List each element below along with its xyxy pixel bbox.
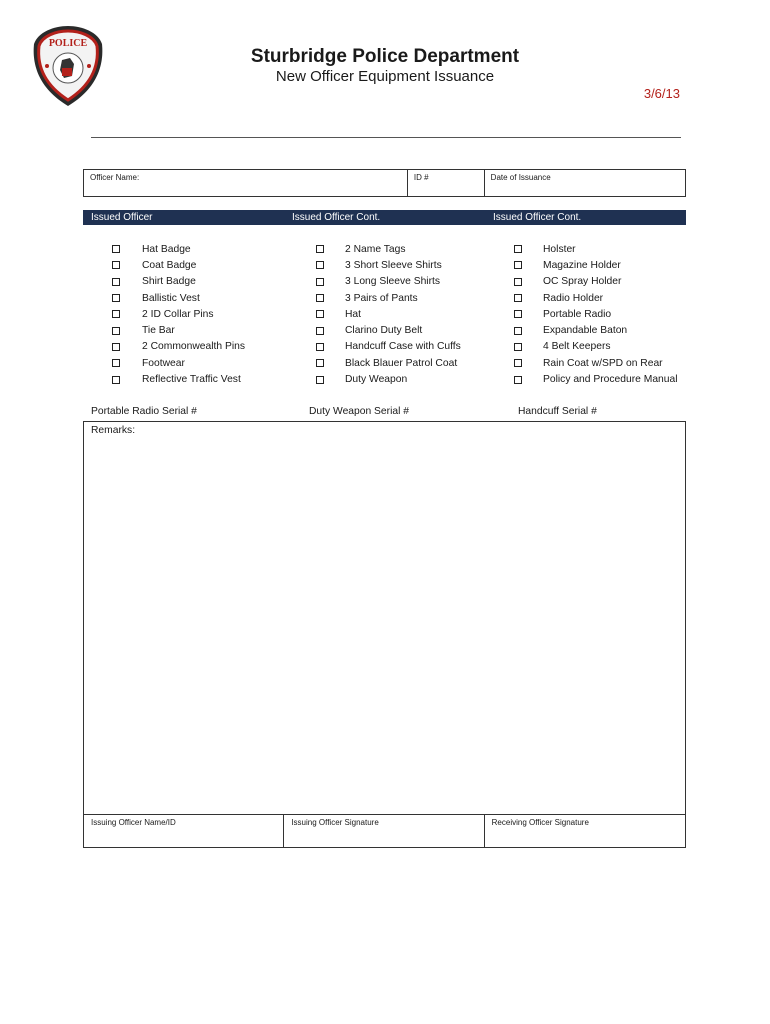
handcuff-serial-label: Handcuff Serial #: [518, 406, 597, 417]
duty-weapon-serial-label: Duty Weapon Serial #: [309, 406, 409, 417]
issuing-officer-signature-label: Issuing Officer Signature: [291, 818, 379, 827]
checklist-column-1: [112, 241, 245, 388]
checklist-item[interactable]: Duty Weapon: [316, 371, 461, 387]
checkbox[interactable]: [514, 376, 522, 384]
checklist-item[interactable]: Holster: [514, 241, 678, 257]
checkbox[interactable]: [112, 245, 120, 253]
officer-info-box: [83, 169, 686, 197]
officer-name-label: Officer Name:: [90, 173, 140, 182]
checklist-item[interactable]: 2 Commonwealth Pins: [112, 339, 245, 355]
checklist-item[interactable]: Tie Bar: [112, 322, 245, 338]
checkbox[interactable]: [112, 278, 120, 286]
page-title: Sturbridge Police Department: [250, 46, 520, 67]
remarks-box[interactable]: [83, 421, 686, 815]
checklist-item[interactable]: OC Spray Holder: [514, 274, 678, 290]
form-date: 3/6/13: [643, 86, 680, 101]
receiving-officer-signature-label: Receiving Officer Signature: [491, 818, 589, 827]
remarks-label: Remarks:: [91, 425, 136, 436]
id-field[interactable]: [408, 170, 485, 196]
checkbox[interactable]: [316, 278, 324, 286]
checkbox[interactable]: [514, 278, 522, 286]
checklist-item[interactable]: Black Blauer Patrol Coat: [316, 355, 461, 371]
checklist-item[interactable]: Footwear: [112, 355, 245, 371]
issuing-officer-signature-field[interactable]: [284, 815, 484, 847]
checkbox[interactable]: [514, 343, 522, 351]
checklist-item[interactable]: Radio Holder: [514, 290, 678, 306]
checklist-item[interactable]: Handcuff Case with Cuffs: [316, 339, 461, 355]
checkbox[interactable]: [316, 327, 324, 335]
issuing-officer-name-label: Issuing Officer Name/ID: [91, 818, 176, 827]
logo-text: POLICE: [48, 38, 88, 49]
checklist-item[interactable]: Rain Coat w/SPD on Rear: [514, 355, 678, 371]
id-label: ID #: [413, 173, 429, 182]
checkbox[interactable]: [316, 245, 324, 253]
checklist-item[interactable]: Hat Badge: [112, 241, 245, 257]
checklist-item[interactable]: Portable Radio: [514, 306, 678, 322]
header-divider: [91, 137, 681, 138]
checkbox[interactable]: [514, 359, 522, 367]
checklist-item[interactable]: 3 Short Sleeve Shirts: [316, 257, 461, 273]
checklist-item[interactable]: Expandable Baton: [514, 322, 678, 338]
checklist-item[interactable]: 3 Pairs of Pants: [316, 290, 461, 306]
checklist-item[interactable]: Hat: [316, 306, 461, 322]
checkbox[interactable]: [316, 261, 324, 269]
checklist-item[interactable]: Ballistic Vest: [112, 290, 245, 306]
checkbox[interactable]: [514, 327, 522, 335]
date-of-issuance-field[interactable]: [485, 170, 685, 196]
checkbox[interactable]: [316, 359, 324, 367]
checkbox[interactable]: [112, 310, 120, 318]
checkbox[interactable]: [112, 376, 120, 384]
checklist-item[interactable]: 2 Name Tags: [316, 241, 461, 257]
column-header-3: Issued Officer Cont.: [493, 212, 582, 223]
checkbox[interactable]: [316, 310, 324, 318]
officer-name-field[interactable]: [84, 170, 408, 196]
portable-radio-serial-label: Portable Radio Serial #: [91, 406, 197, 417]
page-subtitle: New Officer Equipment Issuance: [275, 68, 495, 85]
checkbox[interactable]: [514, 294, 522, 302]
receiving-officer-signature-field[interactable]: [485, 815, 685, 847]
checkbox[interactable]: [112, 343, 120, 351]
issuing-officer-name-field[interactable]: [84, 815, 284, 847]
checklist-item[interactable]: 2 ID Collar Pins: [112, 306, 245, 322]
checklist-item[interactable]: 3 Long Sleeve Shirts: [316, 274, 461, 290]
column-header-1: Issued Officer: [91, 212, 153, 223]
date-of-issuance-label: Date of Issuance: [490, 173, 551, 182]
column-header-2: Issued Officer Cont.: [292, 212, 381, 223]
checklist-item[interactable]: Clarino Duty Belt: [316, 322, 461, 338]
column-header-bar: [83, 210, 686, 225]
checkbox[interactable]: [112, 261, 120, 269]
checklist-item[interactable]: 4 Belt Keepers: [514, 339, 678, 355]
checklist-item[interactable]: Reflective Traffic Vest: [112, 371, 245, 387]
checklist-column-3: [514, 241, 678, 388]
checklist-item[interactable]: Magazine Holder: [514, 257, 678, 273]
checkbox[interactable]: [514, 245, 522, 253]
checklist-item[interactable]: Shirt Badge: [112, 274, 245, 290]
checklist-column-2: [316, 241, 461, 388]
checkbox[interactable]: [112, 359, 120, 367]
checkbox[interactable]: [514, 310, 522, 318]
checkbox[interactable]: [316, 376, 324, 384]
checklist-item[interactable]: Coat Badge: [112, 257, 245, 273]
checkbox[interactable]: [112, 294, 120, 302]
checkbox[interactable]: [112, 327, 120, 335]
signature-box: [83, 814, 686, 848]
checklist-item[interactable]: Policy and Procedure Manual: [514, 371, 678, 387]
checkbox[interactable]: [514, 261, 522, 269]
checkbox[interactable]: [316, 294, 324, 302]
checkbox[interactable]: [316, 343, 324, 351]
